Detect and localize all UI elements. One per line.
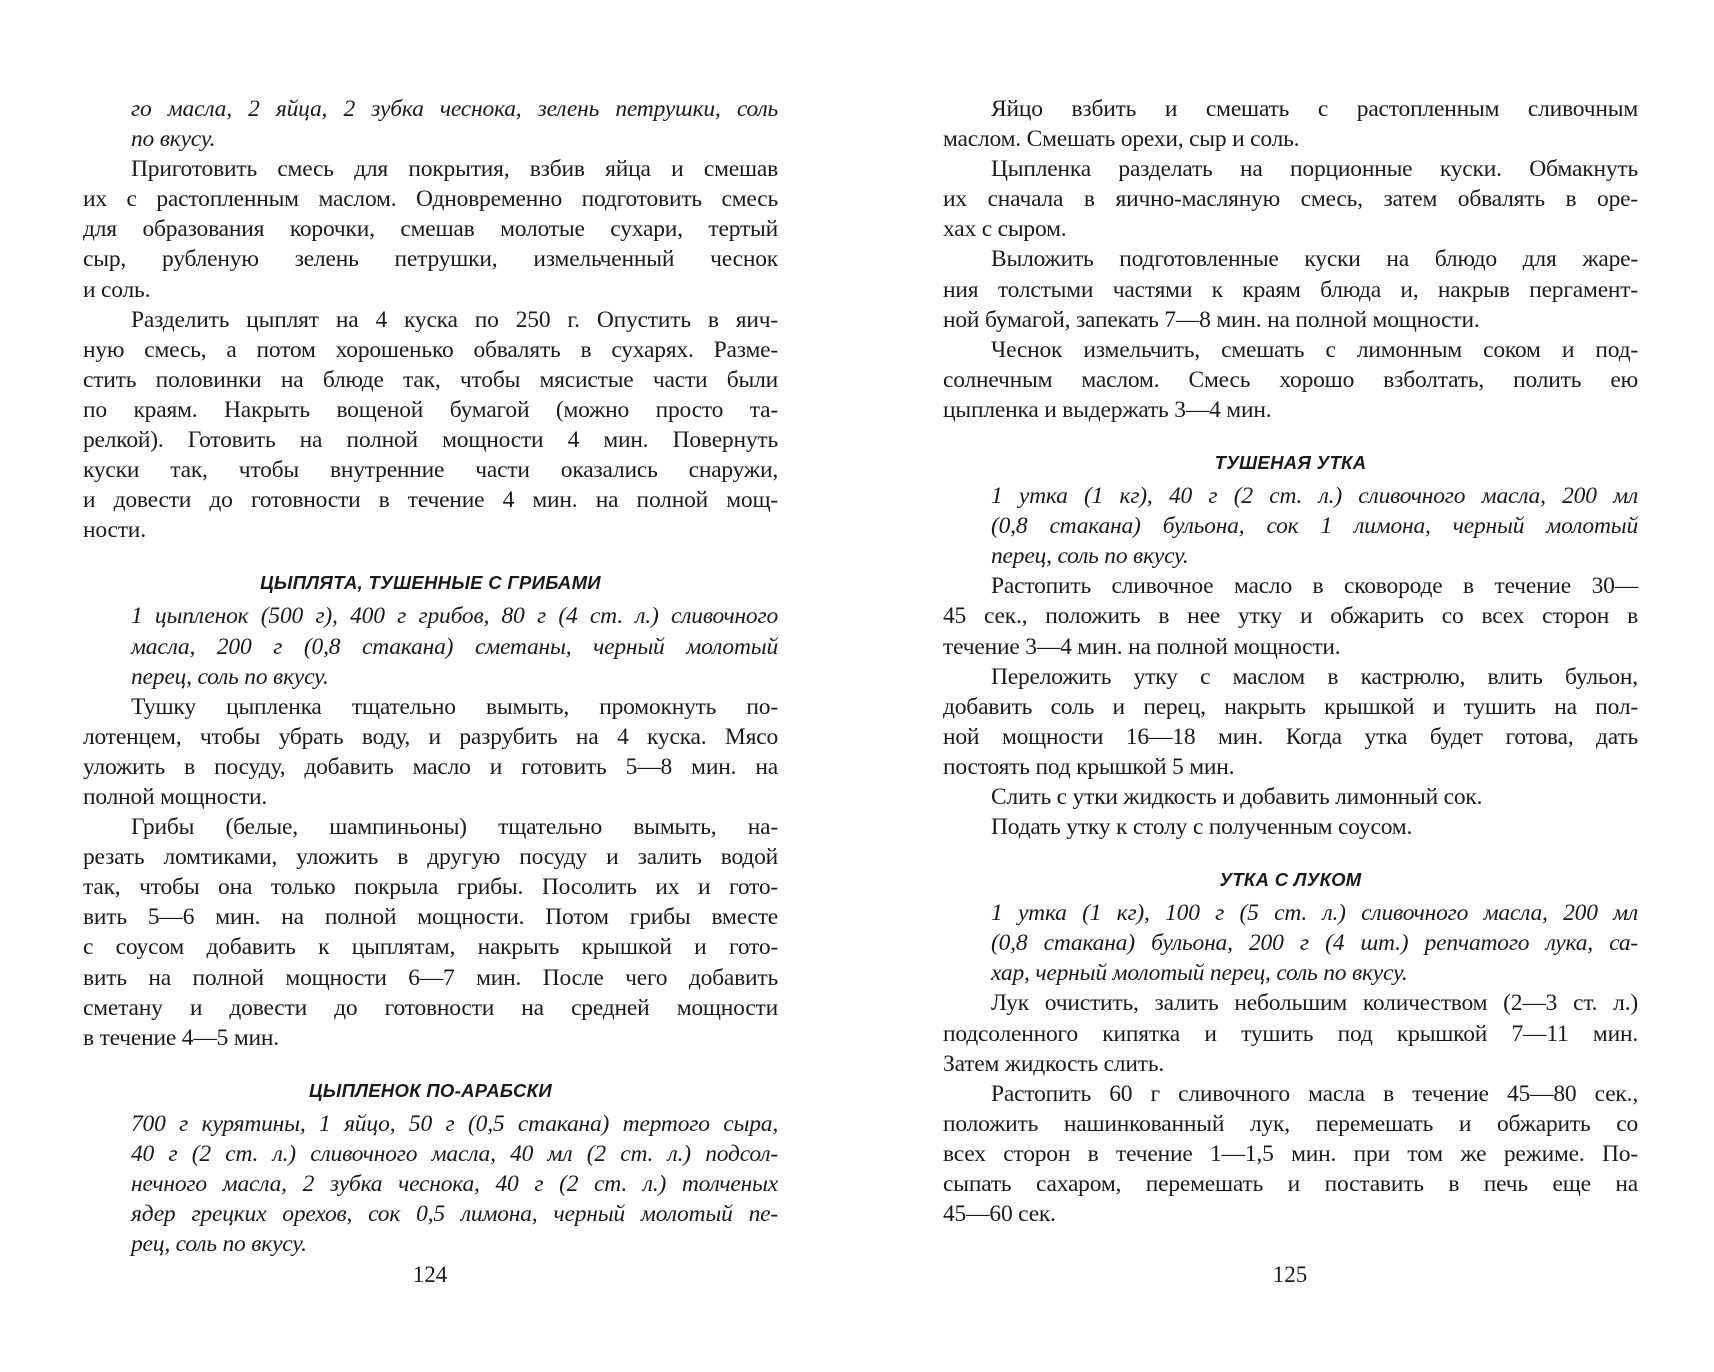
text-line: ядер грецких орехов, сок 0,5 лимона, черный молотый пе- bbox=[131, 1201, 778, 1228]
text-line: ной мощности 16—18 мин. Когда утка будет готова, дать bbox=[943, 723, 1638, 750]
text-line: Затем жидкость слить. bbox=[943, 1050, 1165, 1077]
paragraph bbox=[83, 812, 778, 1053]
ingredients-list bbox=[83, 1109, 778, 1259]
text-line: 1 цыпленок (500 г), 400 г грибов, 80 г (4 ст. л.) сливочного bbox=[131, 603, 778, 630]
text-line: течение 3—4 мин. на полной мощности. bbox=[943, 633, 1341, 660]
page-125-text bbox=[943, 94, 1638, 1229]
text-line: 1 утка (1 кг), 40 г (2 ст. л.) сливочного масла, 200 мл bbox=[991, 483, 1638, 510]
text-line: перец, соль по вкусу. bbox=[131, 663, 329, 690]
text-line: добавить соль и перец, накрыть крышкой и тушить на пол- bbox=[943, 693, 1638, 720]
text-line: солнечным маслом. Смесь хорошо взболтать, полить ею bbox=[943, 366, 1638, 393]
text-line: так, чтобы она только покрыла грибы. Посолить их и гото- bbox=[83, 874, 778, 901]
paragraph bbox=[943, 988, 1638, 1078]
recipe-heading: УТКА С ЛУКОМ bbox=[1219, 869, 1362, 891]
text-line: и соль. bbox=[83, 276, 151, 303]
text-line: ную смесь, а потом хорошенько обвалять в сухарях. Разме- bbox=[83, 336, 778, 363]
text-line: ности. bbox=[83, 517, 146, 544]
text-line: перец, соль по вкусу. bbox=[991, 543, 1189, 570]
text-line: нечного масла, 2 зубка чеснока, 40 г (2 ст. л.) толченых bbox=[131, 1171, 778, 1197]
text-line: и довести до готовности в течение 4 мин. на полной мощ- bbox=[83, 487, 778, 514]
text-line: вить 5—6 мин. на полной мощности. Потом грибы вместе bbox=[83, 904, 778, 931]
text-line: масла, 200 г (0,8 стакана) сметаны, черный молотый bbox=[131, 633, 778, 660]
paragraph bbox=[943, 1079, 1638, 1229]
text-line: подсоленного кипятка и тушить под крышкой 7—11 мин. bbox=[943, 1020, 1638, 1047]
text-line: по краям. Накрыть вощеной бумагой (можно просто та- bbox=[83, 396, 778, 423]
text-line: цыпленка и выдержать 3—4 мин. bbox=[943, 396, 1272, 423]
text-line: 1 утка (1 кг), 100 г (5 ст. л.) сливочного масла, 200 мл bbox=[991, 900, 1638, 927]
text-line: Грибы (белые, шампиньоны) тщательно вымыть, на- bbox=[131, 814, 778, 841]
text-line: стить половинки на блюде так, чтобы мясистые части были bbox=[83, 366, 778, 393]
text-line: для образования корочки, смешав молотые сухари, тертый bbox=[83, 216, 778, 243]
paragraph bbox=[83, 305, 778, 546]
text-line: Тушку цыпленка тщательно вымыть, промокнуть по- bbox=[131, 693, 778, 720]
text-line: Подать утку к столу с полученным соусом. bbox=[991, 814, 1413, 841]
recipe-heading: ЦЫПЛЯТА, ТУШЕННЫЕ С ГРИБАМИ bbox=[260, 572, 601, 594]
text-line: положить нашинкованный лук, перемешать и обжарить со bbox=[943, 1110, 1638, 1137]
text-line: 45 сек., положить в нее утку и обжарить со всех сторон в bbox=[943, 603, 1638, 630]
text-line: вить на полной мощности 6—7 мин. После чего добавить bbox=[83, 964, 778, 991]
text-line: по вкусу. bbox=[131, 126, 216, 153]
text-line: Слить с утки жидкость и добавить лимонный сок. bbox=[991, 783, 1483, 810]
text-line: (0,8 стакана) бульона, 200 г (4 шт.) репчатого лука, са- bbox=[991, 930, 1638, 957]
text-line: куски так, чтобы внутренние части оказались снаружи, bbox=[83, 457, 778, 484]
text-line: го масла, 2 яйца, 2 зубка чеснока, зелень петрушки, соль bbox=[131, 96, 778, 122]
text-line: уложить в посуду, добавить масло и готовить 5—8 мин. на bbox=[83, 753, 778, 780]
text-line: Переложить утку с маслом в кастрюлю, влить бульон, bbox=[991, 663, 1638, 690]
paragraph bbox=[83, 692, 778, 812]
page-number-left: 124 bbox=[412, 1262, 448, 1287]
paragraph bbox=[943, 94, 1638, 154]
text-line: их с растопленным маслом. Одновременно подготовить смесь bbox=[83, 186, 778, 213]
text-line: Приготовить смесь для покрытия, взбив яйца и смешав bbox=[131, 156, 778, 183]
page-124-text bbox=[83, 94, 778, 1259]
text-line: сыр, рубленую зелень петрушки, измельченный чеснок bbox=[83, 246, 778, 273]
paragraph bbox=[943, 662, 1638, 782]
text-line: ной бумагой, запекать 7—8 мин. на полной мощности. bbox=[943, 306, 1480, 333]
text-line: сыпать сахаром, перемешать и поставить в печь еще на bbox=[943, 1171, 1638, 1197]
paragraph bbox=[943, 335, 1638, 425]
text-line: 700 г курятины, 1 яйцо, 50 г (0,5 стакана) тертого сыра, bbox=[131, 1110, 778, 1137]
text-line: Растопить сливочное масло в сковороде в течение 30— bbox=[991, 573, 1638, 600]
text-line: 40 г (2 ст. л.) сливочного масла, 40 мл (2 ст. л.) подсол- bbox=[131, 1140, 778, 1167]
text-line: Яйцо взбить и смешать с растопленным сливочным bbox=[991, 96, 1638, 122]
text-line: хах с сыром. bbox=[943, 216, 1067, 243]
text-line: Цыпленка разделать на порционные куски. Обмакнуть bbox=[991, 156, 1638, 183]
text-line: Разделить цыплят на 4 куска по 250 г. Опустить в яич- bbox=[131, 306, 778, 333]
text-line: Лук очистить, залить небольшим количеством (2—3 ст. л.) bbox=[991, 990, 1638, 1017]
text-line: рец, соль по вкусу. bbox=[131, 1231, 307, 1258]
text-line: всех сторон в течение 1—1,5 мин. при том же режиме. По- bbox=[943, 1140, 1638, 1167]
text-line: Выложить подготовленные куски на блюдо для жаре- bbox=[991, 246, 1638, 273]
text-line: резать ломтиками, уложить в другую посуду и залить водой bbox=[83, 844, 778, 871]
text-line: с соусом добавить к цыплятам, накрыть крышкой и гото- bbox=[83, 934, 778, 961]
text-line: сметану и довести до готовности на средней мощности bbox=[83, 994, 778, 1021]
ingredients-list bbox=[83, 601, 778, 691]
text-line: Чеснок измельчить, смешать с лимонным соком и под- bbox=[991, 336, 1638, 363]
text-line: релкой). Готовить на полной мощности 4 мин. Повернуть bbox=[83, 427, 778, 454]
paragraph bbox=[943, 571, 1638, 661]
recipe-heading: ЦЫПЛЕНОК ПО-АРАБСКИ bbox=[309, 1079, 552, 1101]
text-line: в течение 4—5 мин. bbox=[83, 1024, 279, 1051]
text-line: постоять под крышкой 5 мин. bbox=[943, 753, 1235, 780]
ingredients-list bbox=[83, 94, 778, 154]
text-line: лотенцем, чтобы убрать воду, и разрубить на 4 куска. Мясо bbox=[83, 723, 778, 750]
recipe-heading: ТУШЕНАЯ УТКА bbox=[1214, 452, 1367, 474]
page-number-right: 125 bbox=[1272, 1262, 1308, 1287]
text-line: хар, черный молотый перец, соль по вкусу. bbox=[991, 960, 1408, 987]
paragraph bbox=[943, 154, 1638, 244]
paragraph bbox=[83, 154, 778, 304]
text-line: Растопить 60 г сливочного масла в течение 45—80 сек., bbox=[991, 1080, 1638, 1107]
text-line: (0,8 стакана) бульона, сок 1 лимона, черный молотый bbox=[991, 513, 1638, 540]
paragraph bbox=[943, 812, 1638, 842]
text-line: 45—60 сек. bbox=[943, 1201, 1056, 1228]
ingredients-list bbox=[943, 481, 1638, 571]
paragraph bbox=[943, 244, 1638, 334]
text-line: ния толстыми частями к краям блюда и, накрыв пергамент- bbox=[943, 276, 1638, 303]
text-line: полной мощности. bbox=[83, 783, 268, 810]
text-line: маслом. Смешать орехи, сыр и соль. bbox=[943, 126, 1300, 153]
paragraph bbox=[943, 782, 1638, 812]
ingredients-list bbox=[943, 898, 1638, 988]
text-line: их сначала в яично-масляную смесь, затем обвалять в оре- bbox=[943, 186, 1638, 213]
